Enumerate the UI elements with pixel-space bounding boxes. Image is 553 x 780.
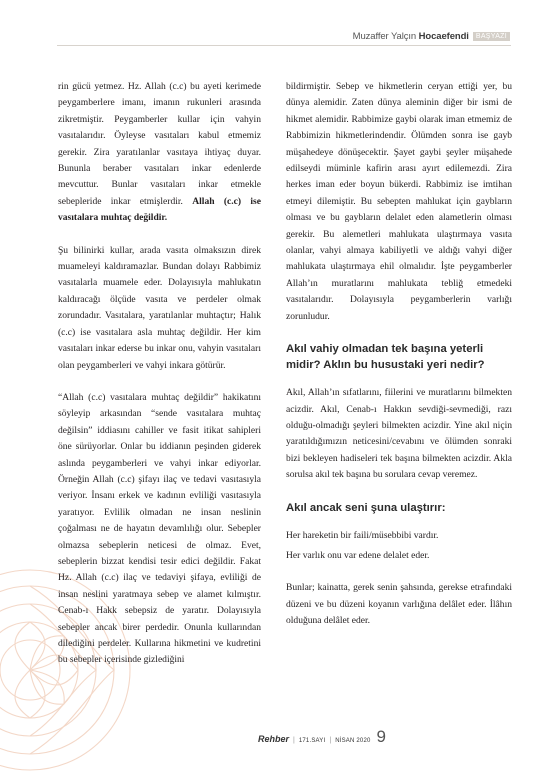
page-footer [258, 727, 386, 747]
paragraph: Her hareketin bir faili/müsebbibi vardır. [286, 529, 439, 541]
paragraph: Şu bilinirki kullar, arada vasıta olmaksızın direk muameleyi kaldıramazlar. Bundan dolayı Rabbimiz vasıtalarla muamele eder. Dolayısıyla mahlukatın kaldıracağı ölçüde vasıta ve perdeler olmak zorundadır. Vasıtalara, yaratılanlar muhtaçtır; Halık (c.c) ise vasıtalara asla muhtaç değildir. Her kim vasıtaları inkar ederse bu inkar onu, vahyin vasıtaları olan peygamberleri ve vahyi inkara götürür. [58, 244, 261, 371]
paragraph: Her varlık onu var edene delalet eder. [286, 549, 430, 561]
footer-separator: | [293, 737, 295, 744]
author-last-name: Hocaefendi [418, 31, 469, 42]
issue-date: NİSAN 2020 [335, 738, 371, 744]
paragraph: Akıl, Allah’ın sıfatlarını, fiilerini ve muratlarını bilmekten acizdir. Akıl, Cenab-ı Hakkın sevdiği-sevmediği, razı olduğu-olmadığı şeyleri bilmekten acizdir. Yine akıl niçin yaratıldığımızın neticesini/cevabını ve ölümden sonraki bizi bekleyen hadiseleri tek başına bilmekten acizdir. Akla sorulsa akıl tek başına bu sorulara cevap veremez. [286, 387, 512, 481]
paragraph: bildirmiştir. Sebep ve hikmetlerin ceryan ettiği yer, bu dünya alemidir. Zaten dünya aleminin diğer bir ismi de hikmet alemidir. Rabbimize gaybi olarak iman etmemiz de Rabbimizin hikmetlerindendir. Ölümden sonra ise gayb müşahedeye dönüşecektir. Şayet gaybi şeyler müşahede edilseydi müminle kafirin arası ayırt edilemezdi. Zira herkes iman eder boyun bükerdi. Rabbimiz ise imtihan etmeyi dilemiştir. Bu sebepten mahlukat için gaybların olması ve bu gaybların delalet eden alametlerin olması gerekir. Bu alemetleri mahlukata ulaştırmaya vasıta olanlar, vahyi almaya kabiliyetli ve aldığı vahyi diğer mahlukata ulaştırmaya ehil olmalıdır. İşte peygamberler Allah’ın muratlarını mahlukata tebliğ etmedeki vasıtalarıdır. Dolayısıyla peygamberlerin varlığı zorunludur. [286, 81, 512, 322]
paragraph: Bunlar; kainatta, gerek senin şahsında, gerekse etrafındaki düzeni ve bu düzeni koyanın varlığına delâlet eder. İlâhın olduğuna delâlet eder. [286, 582, 512, 627]
emphasized-text: Allah (c.c) ise vasıtalara muhtaç değildir. [58, 195, 261, 224]
author-first-name: Muzaffer Yalçın [352, 31, 417, 42]
issue-number: 171.SAYI [298, 738, 326, 744]
page-header [353, 31, 510, 42]
author-name [353, 31, 469, 42]
subheading: Akıl vahiy olmadan tek başına yeterli midir? Aklın bu husustaki yeri nedir? [286, 343, 485, 372]
paragraph: “Allah (c.c) vasıtalara muhtaç değildir” hakikatını söyleyip arkasından “sende vasıtalara muhtaç değilsin” iddiasını cahiller ve fasit itikat sahipleri öne sürüyorlar. Onlar bu iddianın peşinden giderek aslında peygamberleri ve vahyi inkar ediyorlar. Örneğin Allah (c.c) şifayı ilaç ve tedavi vasıtasıyla veriyor. İnsanı erkek ve kadının evliliği vasıtasıyla yaratıyor. Evlilik olmadan ne insan neslinin çoğalması ne de hayatın devamlılığı olur. Sebepler olmazsa sebeplerin neticesi de olmaz. Evet, sebeplerin bizzat kendisi tesir edici değildir. Fakat Hz. Allah (c.c) ilaç ve tedaviyi şifaya, evliliği de insan neslini yaratmaya sebep ve alamet kılmıştır. Cenab-ı Hakk sebepsiz de yaratır. Dolayısıyla sebepler ancak birer perdedir. Onunla kullarından dilediğini perdeler. Kullarına hikmetini ve kudretini bu sebepler içerisinde gizlediğini [58, 391, 261, 666]
paragraph-text: rin gücü yetmez. Hz. Allah (c.c) bu ayeti kerimede peygamberlere imanı, imanın rukunleri arasında zikretmiştir. Peygamberler kullar için vahyin vasıtalarıdır. Öyleyse vasıtaları kabul etmemiz gerekir. Zira yaratılanlar vasıtaya ihtiyaç duyar. Bununla beraber vasıtaları inkar edenlerde mevcuttur. Bunlar vasıtaları inkar etmekle sebepleride inkar etmişlerdir. [58, 81, 261, 207]
right-column [286, 79, 512, 646]
subheading: Akıl ancak seni şuna ulaştırır: [286, 501, 446, 514]
header-divider [57, 45, 511, 46]
section-badge: BAŞYAZI [473, 32, 510, 41]
left-column [58, 79, 261, 685]
page-number: 9 [376, 727, 387, 746]
magazine-brand: Rehber [258, 734, 290, 744]
footer-separator: | [329, 737, 332, 744]
paragraph [58, 79, 261, 227]
